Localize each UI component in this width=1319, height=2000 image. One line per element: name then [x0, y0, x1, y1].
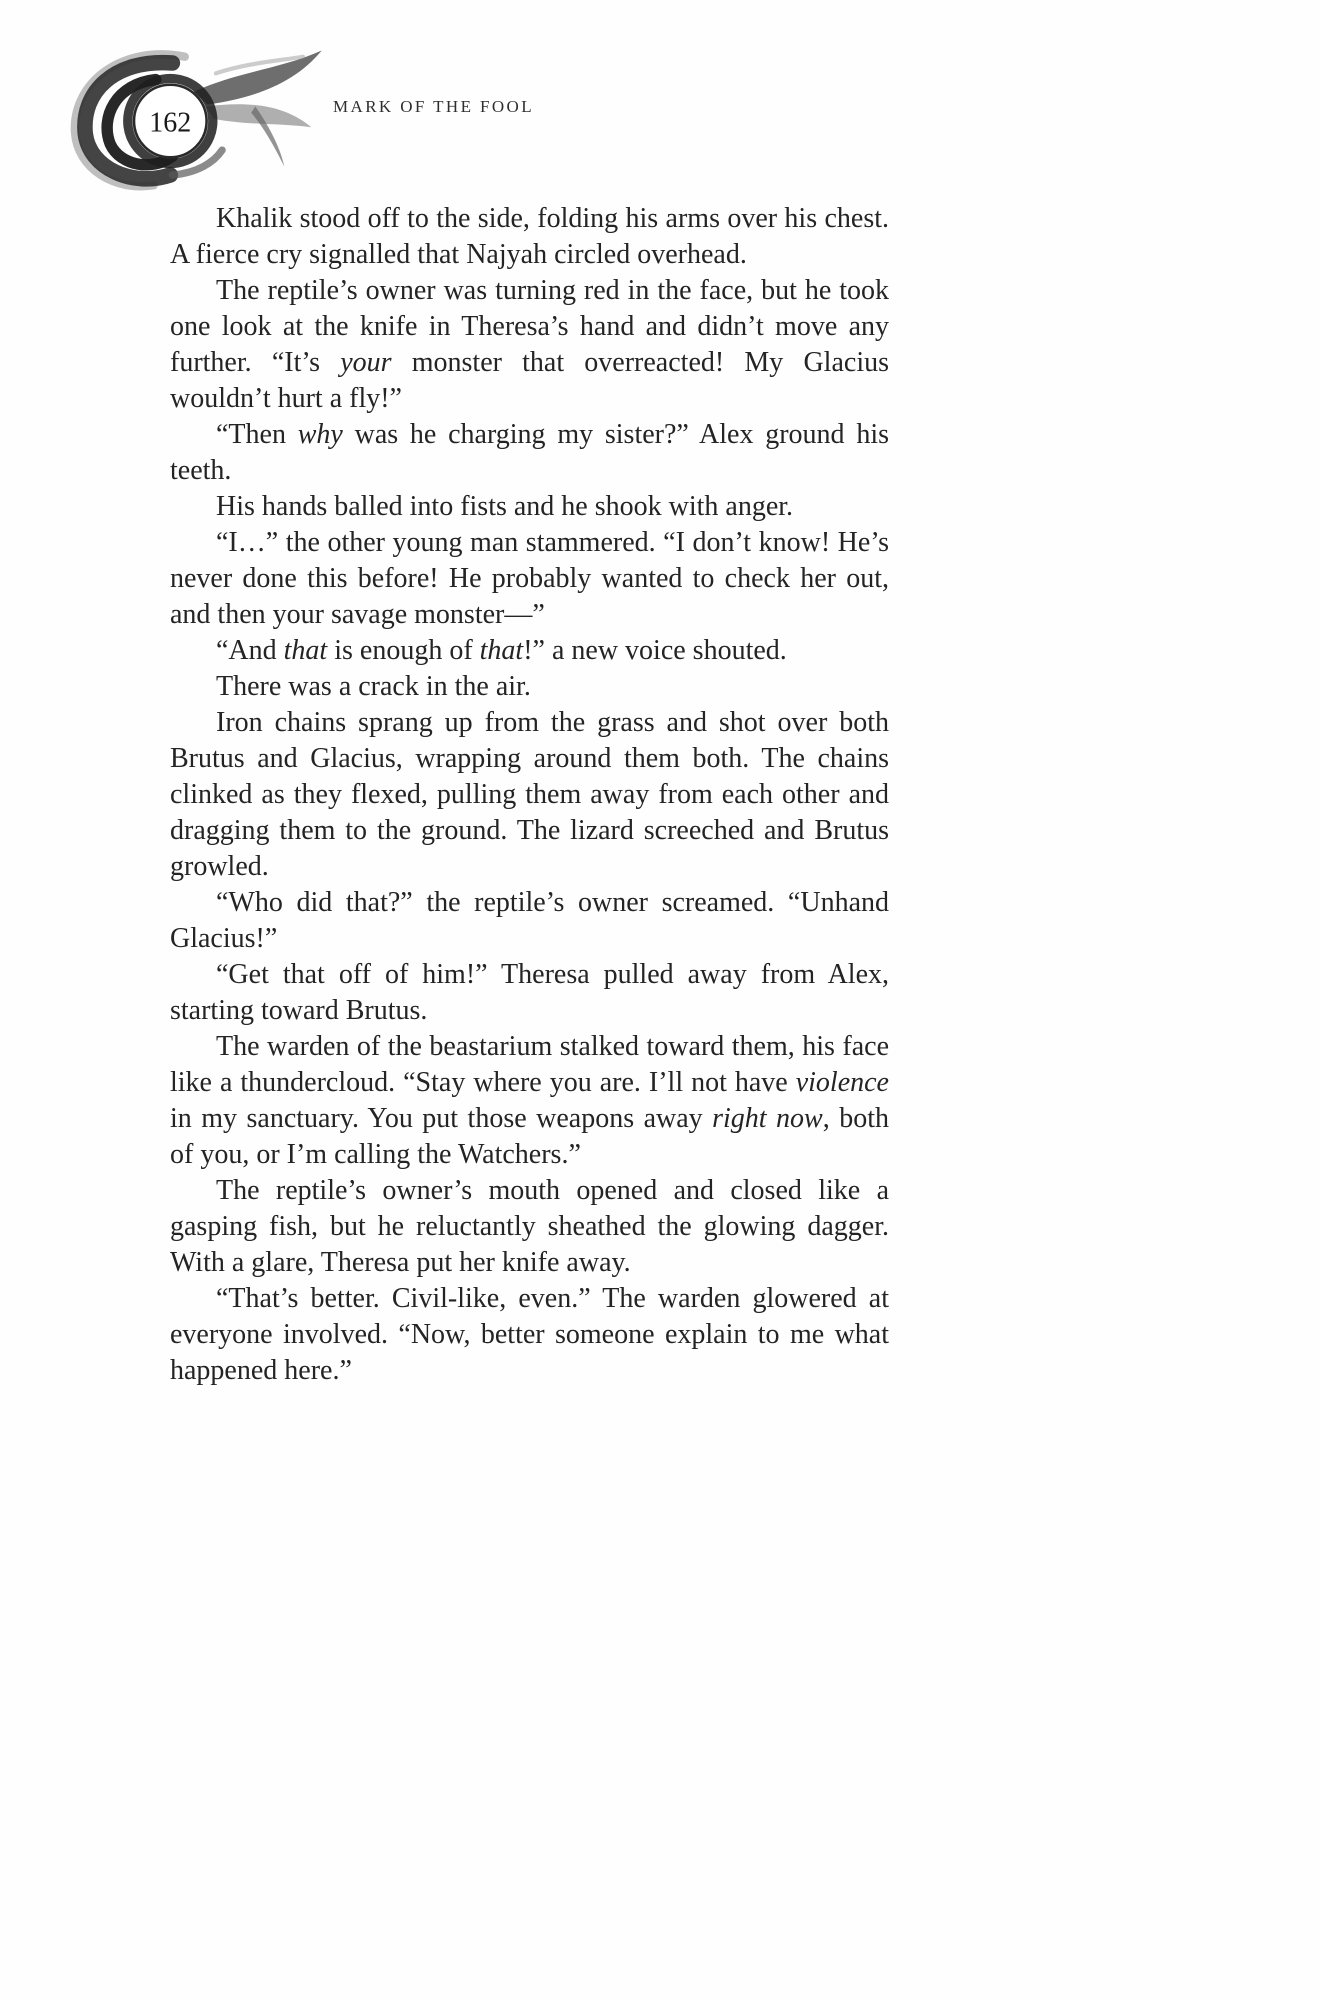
- text-run: “Get that off of him!” Theresa pulled away from Alex, starting toward Brutus.: [170, 959, 889, 1026]
- paragraph: [170, 417, 889, 489]
- text-run: “I…” the other young man stammered. “I don’t know! He’s never done this before! He probably wanted to check her out, and then your savage monster—”: [170, 527, 889, 630]
- italic-run: your: [340, 347, 392, 378]
- text-run: His hands balled into fists and he shook with anger.: [216, 491, 794, 522]
- text-run: was he charging my sister?” Alex ground his teeth.: [170, 419, 890, 486]
- page-corner-illustration: [50, 42, 330, 198]
- paragraph: [170, 201, 889, 273]
- paragraph: [170, 633, 889, 669]
- text-run: The reptile’s owner’s mouth opened and closed like a gasping fish, but he reluctantly sheathed the glowing dagger. With a glare, Theresa put her knife away.: [170, 1175, 889, 1278]
- text-run: in my sanctuary. You put those weapons away: [170, 1103, 713, 1134]
- text-run: There was a crack in the air.: [216, 671, 531, 702]
- paragraph: [170, 705, 889, 885]
- paragraph: [170, 273, 889, 417]
- ink-swirl-art: [50, 42, 330, 198]
- italic-run: that: [283, 635, 328, 666]
- italic-run: violence: [795, 1067, 889, 1098]
- page-number: 162: [149, 107, 192, 139]
- text-run: “Who did that?” the reptile’s owner screamed. “Unhand Glacius!”: [170, 887, 889, 954]
- text-run: “That’s better. Civil-like, even.” The warden glowered at everyone involved. “Now, better someone explain to me what happened here.”: [170, 1283, 889, 1386]
- italic-run: that: [479, 635, 524, 666]
- paragraph: [170, 489, 889, 525]
- paragraph: [170, 957, 889, 1029]
- text-run: !” a new voice shouted.: [523, 635, 787, 666]
- text-run: “And: [216, 635, 284, 666]
- text-run: is enough of: [327, 635, 480, 666]
- text-run: The warden of the beastarium stalked toward them, his face like a thundercloud. “Stay where you are. I’ll not have: [170, 1031, 889, 1098]
- text-run: Khalik stood off to the side, folding his arms over his chest. A fierce cry signalled that Najyah circled overhead.: [170, 203, 889, 270]
- paragraph: [170, 669, 889, 705]
- text-run: “Then: [216, 419, 298, 450]
- text-run: Iron chains sprang up from the grass and shot over both Brutus and Glacius, wrapping around them both. The chains clinked as they flexed, pulling them away from each other and dragging them to the ground. The lizard screeched and Brutus growled.: [170, 707, 889, 882]
- paragraph: [170, 885, 889, 957]
- page-text: [170, 201, 889, 1389]
- text-run: The reptile’s owner was turning red in the face, but he took one look at the knife in Theresa’s hand and didn’t move any further. “It’s: [170, 275, 889, 378]
- paragraph: [170, 525, 889, 633]
- paragraph: [170, 1173, 889, 1281]
- italic-run: right now: [712, 1103, 823, 1134]
- text-run: , both of you, or I’m calling the Watchers.”: [170, 1103, 889, 1170]
- running-header-title: MARK OF THE FOOL: [333, 97, 535, 116]
- paragraph: [170, 1281, 889, 1389]
- paragraph: [170, 1029, 889, 1173]
- text-run: monster that overreacted! My Glacius wouldn’t hurt a fly!”: [170, 347, 889, 414]
- italic-run: why: [297, 419, 343, 450]
